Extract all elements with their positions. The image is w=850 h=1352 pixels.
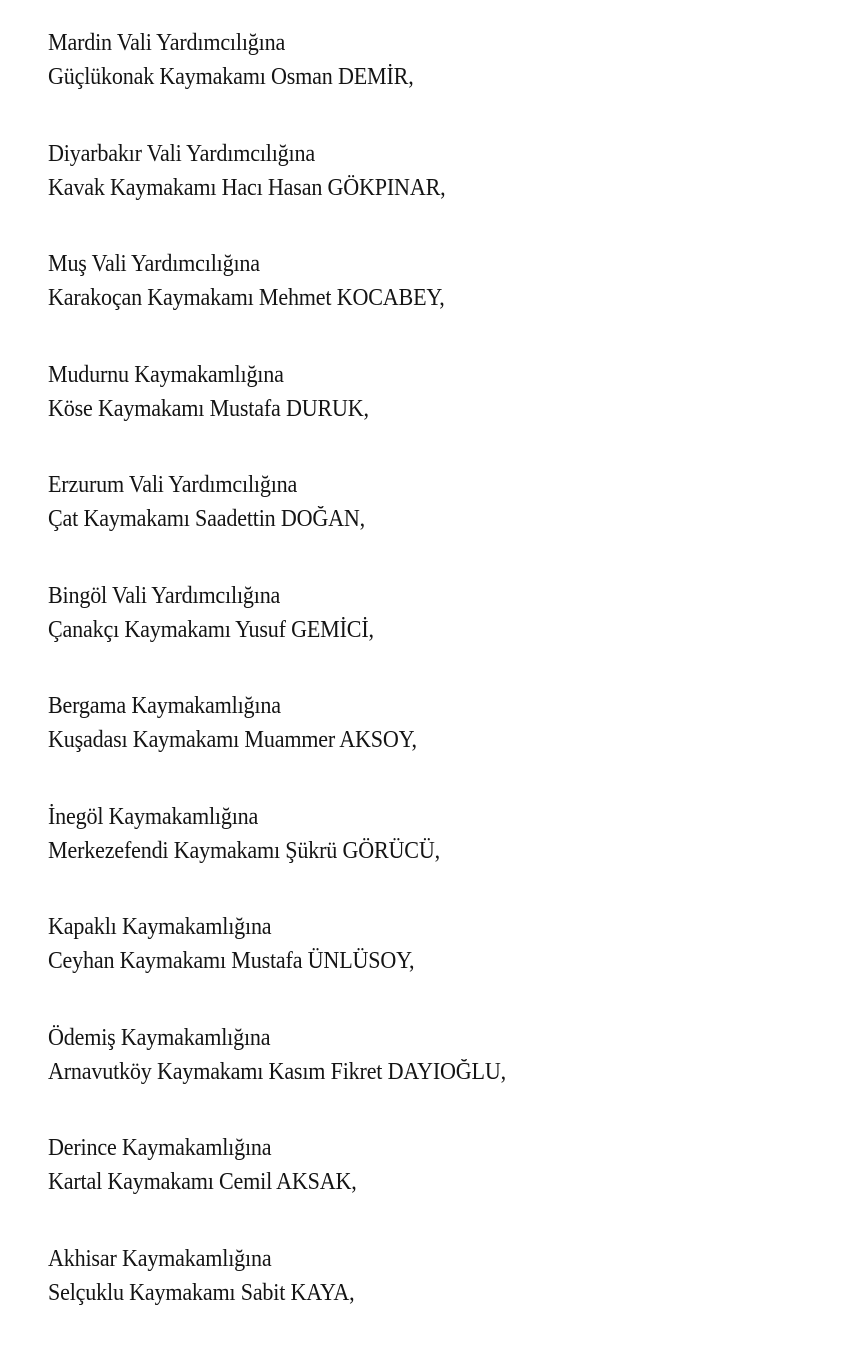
appointment-entry (48, 689, 808, 757)
position-title: Ödemiş Kaymakamlığına (48, 1024, 271, 1051)
position-title: Muş Vali Yardımcılığına (48, 251, 260, 277)
appointee-line: Kavak Kaymakamı Hacı Hasan GÖKPINAR, (48, 174, 446, 201)
position-title: Mardin Vali Yardımcılığına (48, 30, 286, 56)
appointee-line: Kartal Kaymakamı Cemil AKSAK, (48, 1169, 357, 1195)
appointee-line: Selçuklu Kaymakamı Sabit KAYA, (48, 1279, 355, 1306)
appointee-line: Köse Kaymakamı Mustafa DURUK, (48, 395, 369, 422)
appointment-entry (48, 247, 808, 315)
appointee-line: Kuşadası Kaymakamı Muammer AKSOY, (48, 727, 417, 753)
appointee-line: Güçlükonak Kaymakamı Osman DEMİR, (48, 64, 414, 90)
appointment-entry (48, 1131, 808, 1199)
appointment-entry (48, 137, 808, 205)
position-title: İnegöl Kaymakamlığına (48, 803, 259, 830)
appointee-line: Merkezefendi Kaymakamı Şükrü GÖRÜCÜ, (48, 837, 440, 864)
appointee-line: Çanakçı Kaymakamı Yusuf GEMİCİ, (48, 616, 374, 643)
position-title: Kapaklı Kaymakamlığına (48, 914, 272, 940)
appointee-line: Karakoçan Kaymakamı Mehmet KOCABEY, (48, 285, 445, 311)
appointment-entry (48, 26, 808, 94)
position-title: Mudurnu Kaymakamlığına (48, 361, 284, 388)
appointment-entry (48, 910, 808, 978)
appointee-line: Arnavutköy Kaymakamı Kasım Fikret DAYIOĞLU, (48, 1058, 506, 1085)
appointment-entry (48, 358, 808, 426)
position-title: Erzurum Vali Yardımcılığına (48, 472, 298, 498)
appointee-line: Çat Kaymakamı Saadettin DOĞAN, (48, 506, 366, 532)
appointment-entry (48, 1242, 808, 1310)
appointment-entry (48, 468, 808, 536)
appointment-list (48, 26, 808, 1352)
position-title: Bingöl Vali Yardımcılığına (48, 582, 281, 609)
appointment-entry (48, 1021, 808, 1089)
position-title: Diyarbakır Vali Yardımcılığına (48, 140, 315, 167)
appointee-line: Ceyhan Kaymakamı Mustafa ÜNLÜSOY, (48, 948, 415, 974)
appointment-entry (48, 579, 808, 647)
position-title: Bergama Kaymakamlığına (48, 693, 281, 719)
position-title: Akhisar Kaymakamlığına (48, 1245, 272, 1272)
position-title: Derince Kaymakamlığına (48, 1135, 272, 1161)
appointment-entry (48, 800, 808, 868)
